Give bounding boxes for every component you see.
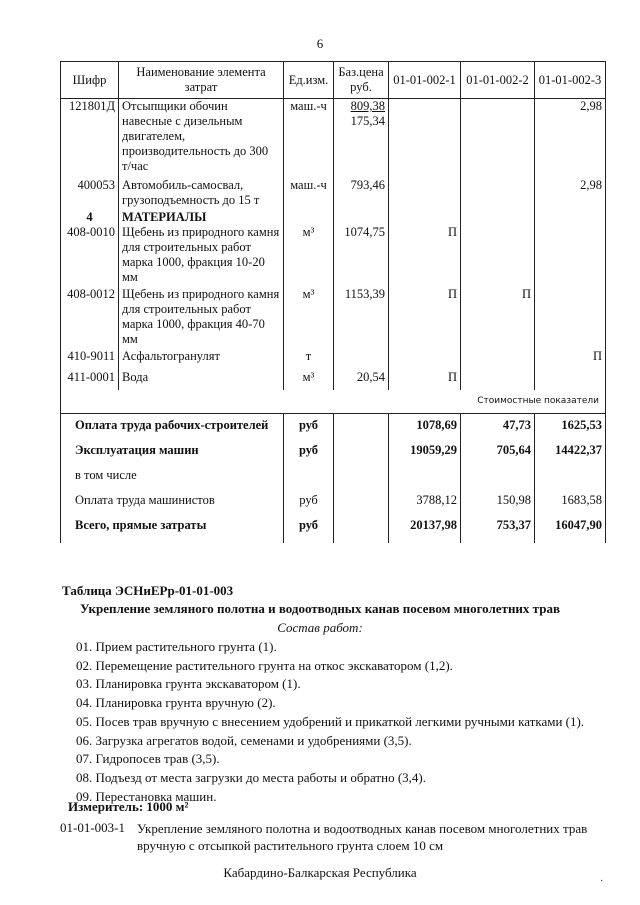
header-col1: 01-01-002-1 (389, 62, 461, 99)
section-row (61, 210, 606, 225)
summary-val1: 20137,98 (389, 514, 461, 543)
summary-val1: 3788,12 (389, 489, 461, 514)
summary-val1: 1078,69 (389, 413, 461, 439)
row-unit: м³ (284, 370, 334, 390)
row-price: 1074,75 (334, 225, 389, 287)
summary-row (61, 514, 606, 543)
item-code: 01-01-003-1 (60, 820, 125, 835)
row-price-main: 809,38 (350, 99, 385, 113)
row-price (334, 99, 389, 178)
row-val1 (389, 349, 461, 370)
summary-row (61, 439, 606, 464)
row-val3: 2,98 (535, 99, 606, 178)
row-val2: П (461, 287, 535, 349)
row-unit: маш.-ч (284, 178, 334, 210)
summary-row (61, 489, 606, 514)
summary-label: в том числе (61, 464, 284, 489)
table-row (61, 287, 606, 349)
row-code: 400053 (61, 178, 119, 210)
summary-row (61, 464, 606, 489)
summary-val3 (535, 464, 606, 489)
header-col2: 01-01-002-2 (461, 62, 535, 99)
row-code: 408-0010 (61, 225, 119, 287)
row-val3: 2,98 (535, 178, 606, 210)
row-price (334, 349, 389, 370)
footer-region: Кабардино-Балкарская Республика (223, 865, 417, 880)
list-item: 02. Перемещение растительного грунта на откос экскаватором (1,2). (76, 657, 453, 673)
summary-val3: 1683,58 (535, 489, 606, 514)
row-val1: П (389, 225, 461, 287)
row-val3: П (535, 349, 606, 370)
list-item: 04. Планировка грунта вручную (2). (76, 695, 276, 711)
summary-val1 (389, 464, 461, 489)
row-val1: П (389, 370, 461, 390)
row-unit: м³ (284, 225, 334, 287)
row-unit: маш.-ч (284, 99, 334, 178)
row-price-secondary: 175,34 (350, 114, 385, 128)
summary-unit: руб (284, 413, 334, 439)
row-name: Щебень из природного камня для строительных работ марка 1000, фракция 40-70 мм (119, 287, 284, 349)
row-code: 410-9011 (61, 349, 119, 370)
summary-row (61, 413, 606, 439)
row-val2 (461, 225, 535, 287)
list-item: 08. Подъезд от места загрузки до места работы и обратно (3,4). (76, 769, 426, 785)
measure-unit: Измеритель: 1000 м² (68, 799, 189, 814)
composition-label: Состав работ: (277, 620, 363, 635)
table-caption: Таблица ЭСНиЕРр-01-01-003 (62, 583, 234, 598)
summary-val1: 19059,29 (389, 439, 461, 464)
list-item: 01. Прием растительного грунта (1). (76, 639, 277, 654)
header-name: Наименование элемента затрат (119, 62, 284, 99)
summary-val3: 14422,37 (535, 439, 606, 464)
list-item: 07. Гидропосев трав (3,5). (76, 751, 220, 767)
section-number: 4 (61, 210, 119, 225)
table-subtitle: Укрепление земляного полотна и водоотводных канав посевом многолетних трав (80, 601, 560, 616)
row-price: 1153,39 (334, 287, 389, 349)
summary-val2: 47,73 (461, 413, 535, 439)
header-price: Баз.цена руб. (334, 62, 389, 99)
row-unit: т (284, 349, 334, 370)
list-item: 06. Загрузка агрегатов водой, семенами и удобрениями (3,5). (76, 732, 412, 748)
table-header-row (61, 62, 606, 99)
header-col3: 01-01-002-3 (535, 62, 606, 99)
table-row (61, 99, 606, 178)
row-val3 (535, 287, 606, 349)
row-val3 (535, 225, 606, 287)
summary-val3: 16047,90 (535, 514, 606, 543)
row-name: Вода (119, 370, 284, 390)
row-code: 408-0012 (61, 287, 119, 349)
row-val3 (535, 370, 606, 390)
row-code: 121801Д (61, 99, 119, 178)
row-val1 (389, 178, 461, 210)
row-val2 (461, 349, 535, 370)
list-item: 05. Посев трав вручную с внесением удобрений и прикаткой легкими ручными катками (1). (76, 713, 585, 729)
summary-unit (284, 464, 334, 489)
summary-unit: руб (284, 489, 334, 514)
row-val2 (461, 178, 535, 210)
page-number: 6 (316, 36, 324, 51)
summary-val2: 753,37 (461, 514, 535, 543)
row-price: 20,54 (334, 370, 389, 390)
section-title: МАТЕРИАЛЫ (119, 210, 284, 225)
summary-label: Оплата труда машинистов (61, 489, 284, 514)
cost-label-row (61, 390, 606, 414)
summary-val2: 705,64 (461, 439, 535, 464)
summary-label: Всего, прямые затраты (61, 514, 284, 543)
table-row (61, 349, 606, 370)
resource-table (60, 61, 606, 543)
summary-unit: руб (284, 514, 334, 543)
summary-label: Оплата труда рабочих-строителей (61, 413, 284, 439)
header-unit: Ед.изм. (284, 62, 334, 99)
table-row (61, 178, 606, 210)
works-list (76, 638, 584, 806)
summary-val3: 1625,53 (535, 413, 606, 439)
list-item: 03. Планировка грунта экскаватором (1). (76, 676, 301, 692)
row-name: Автомобиль-самосвал, грузоподъемность до 15 т (119, 178, 284, 210)
table-row (61, 370, 606, 390)
header-code: Шифр (61, 62, 119, 99)
item-description: Укрепление земляного полотна и водоотводных канав посевом многолетних трав вручную с отсыпкой растительного грунта слоем 10 см (137, 821, 588, 853)
row-price: 793,46 (334, 178, 389, 210)
cost-indicators-label: Стоимостные показатели (61, 390, 606, 414)
row-val1 (389, 99, 461, 178)
stray-mark: · (600, 876, 604, 887)
row-val1: П (389, 287, 461, 349)
row-unit: м³ (284, 287, 334, 349)
list-item: 09. Перестановка машин. (76, 788, 217, 804)
row-name: Отсыпщики обочин навесные с дизельным двигателем, производительность до 300 т/час (119, 99, 284, 178)
row-name: Асфальтогранулят (119, 349, 284, 370)
row-name: Щебень из природного камня для строительных работ марка 1000, фракция 10-20 мм (119, 225, 284, 287)
summary-label: Эксплуатация машин (61, 439, 284, 464)
summary-val2 (461, 464, 535, 489)
row-val2 (461, 99, 535, 178)
summary-val2: 150,98 (461, 489, 535, 514)
table-row (61, 225, 606, 287)
row-val2 (461, 370, 535, 390)
summary-unit: руб (284, 439, 334, 464)
row-code: 411-0001 (61, 370, 119, 390)
